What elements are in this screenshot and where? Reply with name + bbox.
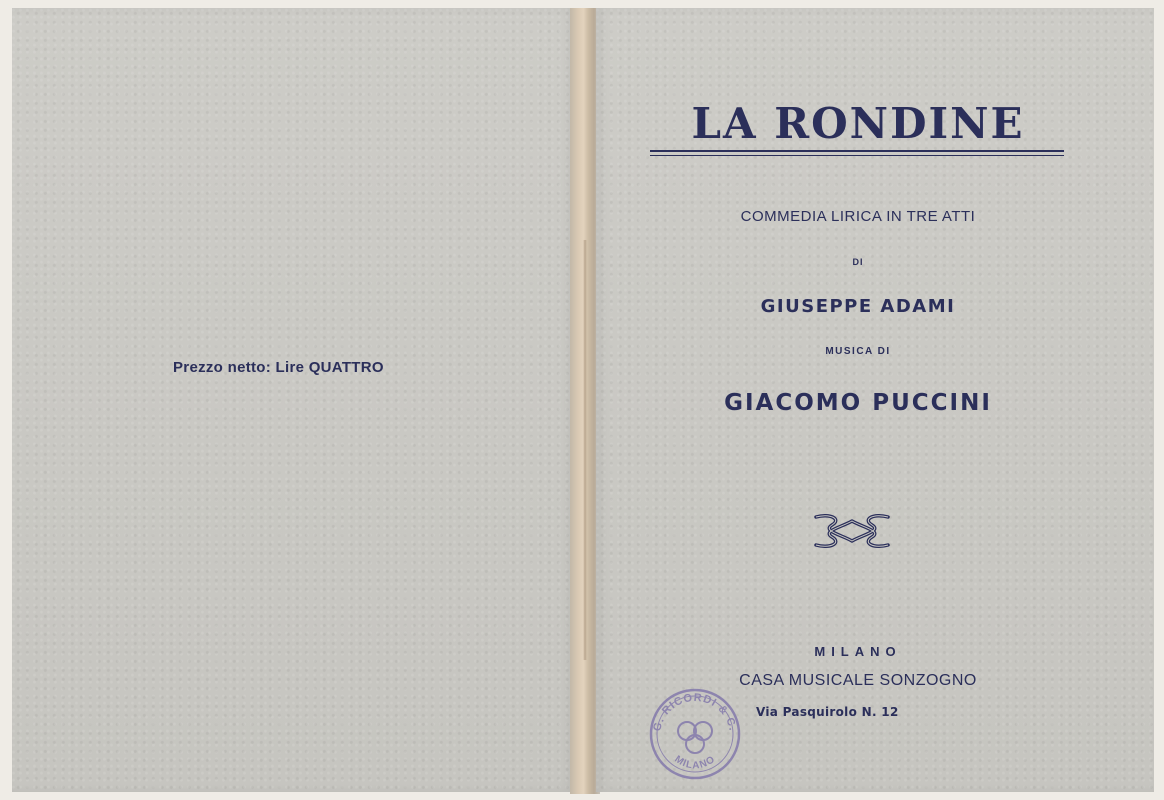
author-name: GIUSEPPE ADAMI [760,296,956,317]
composer-name: GIACOMO PUCCINI [724,390,992,416]
book-subtitle: COMMEDIA LIRICA IN TRE ATTI [740,208,976,225]
music-by-label: MUSICA DI [825,346,891,357]
svg-text:G. RICORDI & C.: G. RICORDI & C. [651,691,739,733]
title-rule [650,150,1064,156]
price-label: Prezzo netto: Lire QUATTRO [173,359,384,376]
publisher-address: Via Pasquirolo N. 12 [756,705,899,719]
left-page [12,8,574,792]
publisher-city: MILANO [814,644,902,659]
publisher-name: CASA MUSICALE SONZOGNO [739,672,977,689]
svg-text:MILANO: MILANO [672,753,718,772]
by-label: DI [852,257,864,267]
interlaced-ornament-icon [812,511,892,551]
ricordi-stamp-icon [642,684,748,784]
spine-crease [583,240,587,660]
book-title: LA RONDINE [691,99,1025,148]
